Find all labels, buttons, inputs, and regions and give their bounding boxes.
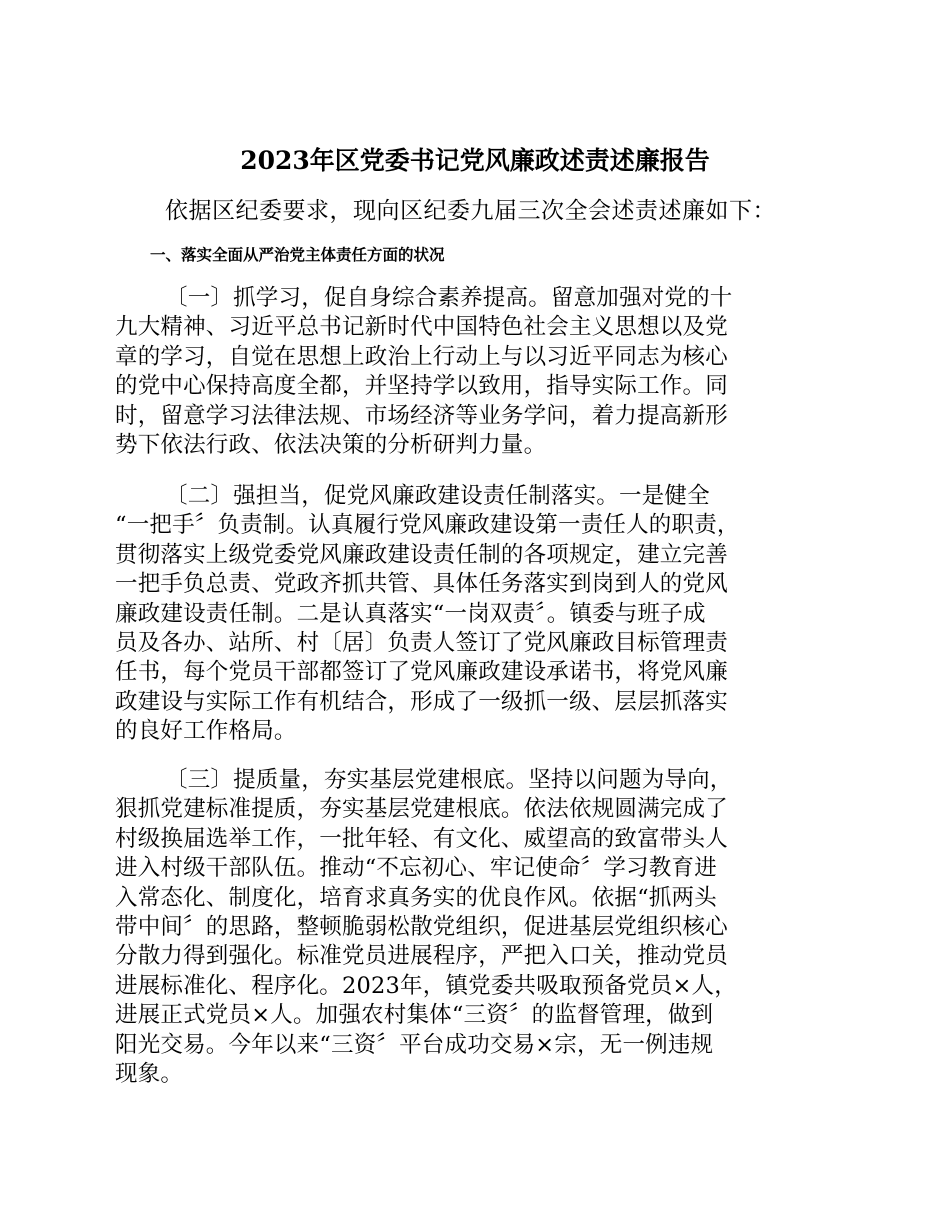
paragraph-line: 政建设与实际工作有机结合，形成了一级抓一级、层层抓落实 xyxy=(115,688,728,715)
document-title: 2023年区党委书记党风廉政述责述廉报告 xyxy=(240,146,710,175)
paragraph-line: 任书，每个党员干部都签订了党风廉政建设承诺书，将党风廉 xyxy=(115,659,728,686)
intro-paragraph: 依据区纪委要求，现向区纪委九届三次全会述责述廉如下： xyxy=(165,198,776,224)
paragraph-line: 进入村级干部队伍。推动“不忘初心、牢记使命〞学习教育进 xyxy=(115,855,717,882)
paragraph-line: 的良好工作格局。 xyxy=(115,718,297,745)
paragraph-line: “一把手〞负责制。认真履行党风廉政建设第一责任人的职责， xyxy=(115,512,740,539)
paragraph-line: 村级换届选举工作，一批年轻、有文化、威望高的致富带头人 xyxy=(115,825,728,852)
paragraph-line: 现象。 xyxy=(115,1061,184,1088)
paragraph-line: 势下依法行政、依法决策的分析研判力量。 xyxy=(115,432,547,459)
paragraph-line: 〔一〕抓学习，促自身综合素养提高。留意加强对党的十 xyxy=(165,285,733,311)
paragraph-line: 入常态化、制度化，培育求真务实的优良作风。依据“抓两头 xyxy=(115,884,717,911)
paragraph-line: 〔三〕提质量，夯实基层党建根底。坚持以问题为导向， xyxy=(165,767,733,793)
paragraph-line: 带中间〞的思路，整顿脆弱松散党组织，促进基层党组织核心 xyxy=(115,914,728,941)
paragraph-line: 阳光交易。今年以来“三资〞平台成功交易×宗，无一例违规 xyxy=(115,1031,714,1058)
paragraph-line: 分散力得到强化。标准党员进展程序，严把入口关，推动党员 xyxy=(115,943,728,970)
paragraph-line: 时，留意学习法律法规、市场经济等业务学问，着力提高新形 xyxy=(115,402,728,429)
paragraph-line: 狠抓党建标准提质，夯实基层党建根底。依法依规圆满完成了 xyxy=(115,796,728,823)
paragraph-line: 员及各办、站所、村〔居〕负责人签订了党风廉政目标管理责 xyxy=(115,630,728,657)
paragraph-line: 进展标准化、程序化。2023年，镇党委共吸取预备党员×人， xyxy=(115,972,737,999)
paragraph-line: 〔二〕强担当，促党风廉政建设责任制落实。一是健全 xyxy=(165,483,710,509)
paragraph-line: 贯彻落实上级党委党风廉政建设责任制的各项规定，建立完善 xyxy=(115,541,728,568)
paragraph-line: 廉政建设责任制。二是认真落实“一岗双责〞。镇委与班子成 xyxy=(115,600,706,627)
paragraph-line: 章的学习，自觉在思想上政治上行动上与以习近平同志为核心 xyxy=(115,343,728,370)
paragraph-line: 九大精神、习近平总书记新时代中国特色社会主义思想以及党 xyxy=(115,314,728,341)
paragraph-responsibility xyxy=(115,482,835,747)
paragraph-quality xyxy=(115,766,835,1089)
paragraph-study xyxy=(115,284,835,460)
paragraph-line: 进展正式党员×人。加强农村集体“三资〞的监督管理，做到 xyxy=(115,1002,714,1029)
paragraph-line: 一把手负总责、党政齐抓共管、具体任务落实到岗到人的党风 xyxy=(115,571,728,598)
paragraph-line: 的党中心保持高度全都，并坚持学以致用，指导实际工作。同 xyxy=(115,373,728,400)
section-heading: 一、落实全面从严治党主体责任方面的状况 xyxy=(150,245,445,264)
